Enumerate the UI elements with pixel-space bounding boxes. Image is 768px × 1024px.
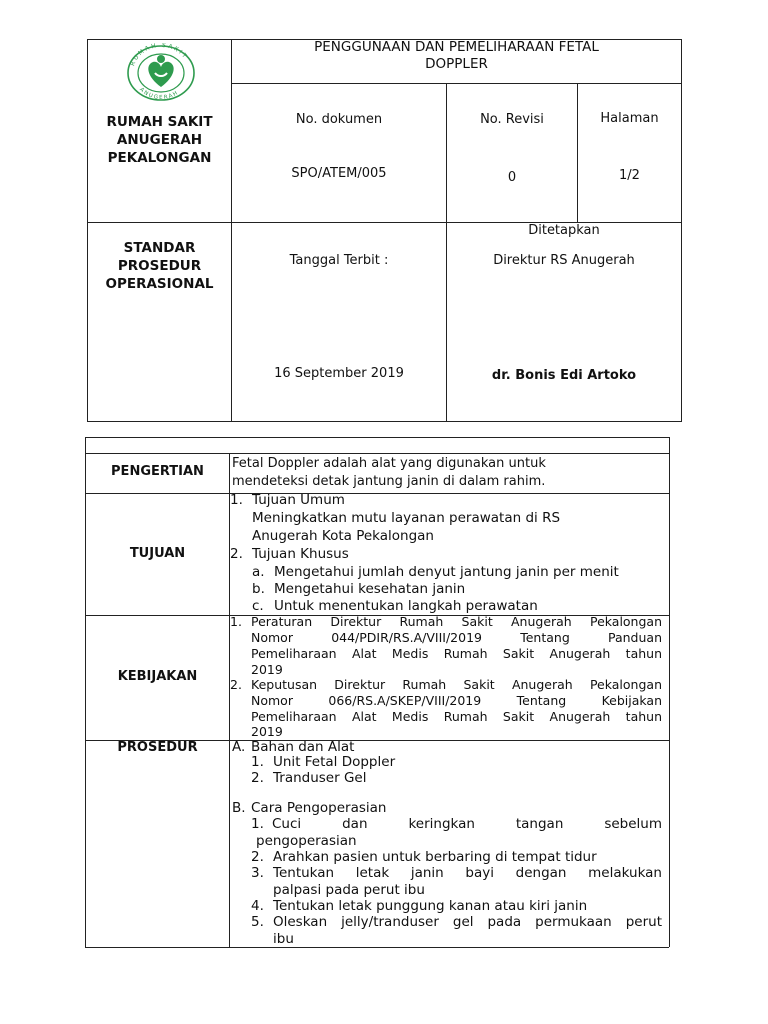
kebijakan-item-1-line: 2019: [251, 662, 283, 677]
prosedur-b-item: Oleskan jelly/tranduser gel pada permukaan perut: [273, 914, 662, 930]
pengertian-text: Fetal Doppler adalah alat yang digunakan untuk mendeteksi detak jantung janin di dalam rahim.: [232, 456, 546, 489]
kebijakan-item-2-line: Nomor 066/RS.A/SKEP/VIII/2019 Tentang Kebijakan: [251, 693, 662, 708]
tujuan-label: TUJUAN: [129, 546, 186, 561]
prosedur-b-item: Tentukan letak punggung kanan atau kiri janin: [273, 898, 588, 914]
kebijakan-item-1-line: Peraturan Direktur Rumah Sakit Anugerah Pekalongan: [251, 614, 662, 629]
prosedur-a-item: Tranduser Gel: [273, 770, 367, 786]
ditetapkan-label: Ditetapkan: [528, 223, 600, 238]
prosedur-label: PROSEDUR: [117, 740, 198, 755]
svg-text:ANUGERAH: ANUGERAH: [138, 86, 181, 101]
tanggal-terbit-value: 16 September 2019: [274, 366, 404, 381]
kebijakan-item-2-line: 2019: [251, 724, 283, 739]
halaman-label: Halaman: [600, 111, 659, 126]
prosedur-b-item: Arahkan pasien untuk berbaring di tempat tidur: [273, 849, 597, 865]
no-revisi-label: No. Revisi: [480, 112, 544, 127]
prosedur-content: A. Bahan dan Alat 1. Unit Fetal Doppler 2. Tranduser Gel B. Cara Pengoperasian 1. Cuci dan keringkan tangan sebelum pengoperasian 2. Arahkan pasien untuk berbaring di tempat tidur 3. Tentukan letak janin bayi dengan melakukan palpasi pada perut ibu 4. Tentukan letak punggung kanan atau kiri janin 5. Oleskan jelly/tranduser gel pada permukaan perut ibu: [232, 739, 662, 947]
prosedur-b-item: Tentukan letak janin bayi dengan melakukan: [273, 865, 662, 881]
direktur-label: Direktur RS Anugerah: [493, 253, 635, 268]
prosedur-b-item: Cuci dan keringkan tangan sebelum: [272, 816, 662, 832]
tanggal-terbit-label: Tanggal Terbit :: [289, 253, 389, 268]
pengertian-label: PENGERTIAN: [111, 464, 204, 479]
tujuan-khusus-item: c.: [252, 598, 264, 614]
tujuan-khusus-item: b.: [252, 581, 265, 597]
tujuan-umum-line-1: Meningkatkan mutu layanan perawatan di RS: [252, 510, 561, 526]
prosedur-section-b: Cara Pengoperasian: [251, 800, 387, 816]
kebijakan-item-1-line: Pemeliharaan Alat Medis Rumah Sakit Anugerah tahun: [251, 646, 662, 661]
prosedur-section-a: Bahan dan Alat: [251, 739, 355, 755]
no-dokumen-label: No. dokumen: [295, 112, 383, 127]
hospital-name: RUMAH SAKIT ANUGERAH PEKALONGAN: [106, 114, 213, 166]
svg-text:RUMAH SAKIT: RUMAH SAKIT: [129, 43, 190, 68]
document-title: PENGGUNAAN DAN PEMELIHARAAN FETAL DOPPLER: [314, 39, 599, 72]
no-dokumen-value: SPO/ATEM/005: [291, 166, 387, 181]
kebijakan-content: 1. Peraturan Direktur Rumah Sakit Anugerah Pekalongan Nomor 044/PDIR/RS.A/VIII/2019 Tentang Panduan Pemeliharaan Alat Medis Rumah Sakit Anugerah tahun 2019 2. Keputusan Direktur Rumah Sakit Anugerah Pekalongan Nomor 066/RS.A/SKEP/VIII/2019 Tentang Kebijakan Pemeliharaan Alat Medis Rumah Sakit Anugerah tahun 2019: [230, 614, 662, 739]
kebijakan-item-2-line: Keputusan Direktur Rumah Sakit Anugerah Pekalongan: [251, 677, 662, 692]
kebijakan-item-1-line: Nomor 044/PDIR/RS.A/VIII/2019 Tentang Panduan: [251, 630, 662, 645]
spo-label: STANDAR PROSEDUR OPERASIONAL: [105, 240, 214, 292]
no-revisi-value: 0: [507, 170, 517, 185]
prosedur-a-item: Unit Fetal Doppler: [273, 754, 396, 770]
tujuan-khusus-item: a.: [252, 564, 265, 580]
kebijakan-label: KEBIJAKAN: [117, 669, 198, 684]
halaman-value: 1/2: [619, 168, 640, 183]
signatory-name: dr. Bonis Edi Artoko: [491, 368, 637, 383]
hospital-logo: [125, 43, 197, 101]
kebijakan-item-2-line: Pemeliharaan Alat Medis Rumah Sakit Anugerah tahun: [251, 709, 662, 724]
tujuan-content: 1. Tujuan Umum Meningkatkan mutu layanan perawatan di RS Anugerah Kota Pekalongan 2. Tujuan Khusus a. Mengetahui jumlah denyut jantung janin per menit b. Mengetahui kesehatan janin c. Untuk menentukan langkah perawatan: [230, 492, 619, 614]
tujuan-umum-line-2: Anugerah Kota Pekalongan: [252, 528, 434, 544]
